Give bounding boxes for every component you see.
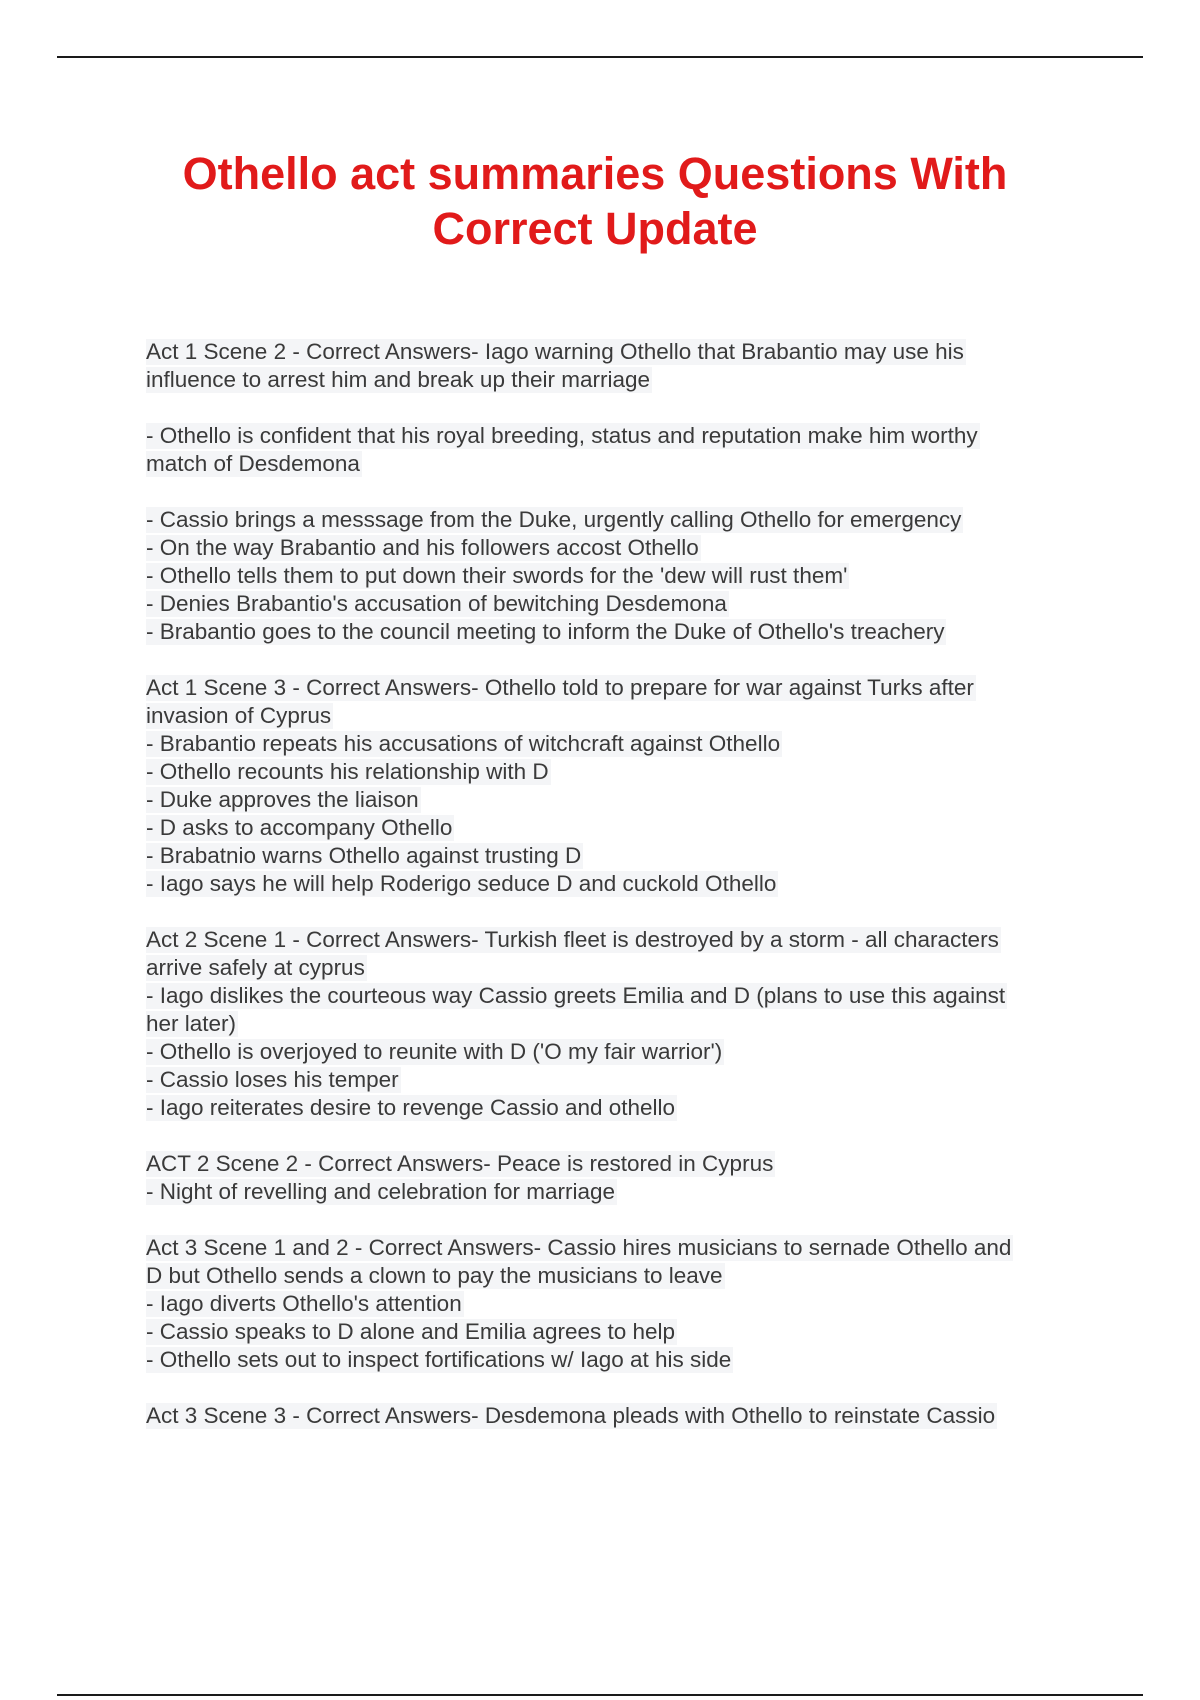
- summary-line: [146, 590, 1091, 618]
- summary-line: [146, 1010, 1091, 1038]
- title-line-1: Othello act summaries Questions With: [182, 148, 1008, 199]
- summary-line-text: match of Desdemona: [146, 451, 360, 476]
- summary-entry: [146, 926, 1091, 1122]
- summary-entry: [146, 674, 1091, 898]
- summary-line-text: her later): [146, 1011, 237, 1036]
- document-title: [130, 146, 1060, 256]
- summary-line-text: - Brabantio goes to the council meeting to inform the Duke of Othello's treachery: [146, 619, 945, 644]
- summary-line-text: - Othello is overjoyed to reunite with D ('O my fair warrior'): [146, 1039, 723, 1064]
- summary-line-text: - Iago reiterates desire to revenge Cassio and othello: [146, 1095, 676, 1120]
- summary-line-text: - Brabatnio warns Othello against trusting D: [146, 843, 582, 868]
- summary-line: [146, 534, 1091, 562]
- summary-line: [146, 730, 1091, 758]
- summary-line: [146, 1234, 1091, 1262]
- bottom-rule: [57, 1694, 1143, 1696]
- summary-line: [146, 1178, 1091, 1206]
- summary-line-text: ACT 2 Scene 2 - Correct Answers- Peace is restored in Cyprus: [146, 1151, 774, 1176]
- title-line-2: Correct Update: [432, 203, 758, 254]
- summary-line-text: - Cassio brings a messsage from the Duke, urgently calling Othello for emergency: [146, 507, 962, 532]
- summary-line: [146, 1346, 1091, 1374]
- summary-line: [146, 1402, 1091, 1430]
- summary-line-text: Act 1 Scene 3 - Correct Answers- Othello told to prepare for war against Turks after: [146, 675, 974, 700]
- summary-line: [146, 870, 1091, 898]
- summary-line-text: - D asks to accompany Othello: [146, 815, 453, 840]
- summary-line: [146, 674, 1091, 702]
- top-rule: [57, 56, 1143, 58]
- summary-line: [146, 450, 1091, 478]
- summary-line-text: arrive safely at cyprus: [146, 955, 365, 980]
- summary-line-text: - Cassio loses his temper: [146, 1067, 399, 1092]
- summary-line: [146, 338, 1091, 366]
- summary-line: [146, 842, 1091, 870]
- summary-line: [146, 926, 1091, 954]
- summary-line: [146, 562, 1091, 590]
- summary-line: [146, 506, 1091, 534]
- summary-line-text: D but Othello sends a clown to pay the musicians to leave: [146, 1263, 723, 1288]
- summary-line: [146, 618, 1091, 646]
- summary-entry: [146, 506, 1091, 646]
- summary-line-text: - Iago says he will help Roderigo seduce D and cuckold Othello: [146, 871, 777, 896]
- summary-line-text: - Iago dislikes the courteous way Cassio greets Emilia and D (plans to use this against: [146, 983, 1006, 1008]
- summary-line-text: influence to arrest him and break up their marriage: [146, 367, 651, 392]
- summary-entry: [146, 1150, 1091, 1206]
- summary-line: [146, 1290, 1091, 1318]
- summary-line-text: Act 3 Scene 1 and 2 - Correct Answers- Cassio hires musicians to sernade Othello and: [146, 1235, 1012, 1260]
- summary-line: [146, 1094, 1091, 1122]
- summary-line: [146, 1318, 1091, 1346]
- summary-line: [146, 366, 1091, 394]
- document-body: [146, 338, 1091, 1458]
- summary-line: [146, 954, 1091, 982]
- summary-line: [146, 982, 1091, 1010]
- summary-line-text: - Cassio speaks to D alone and Emilia agrees to help: [146, 1319, 676, 1344]
- summary-line-text: Act 1 Scene 2 - Correct Answers- Iago warning Othello that Brabantio may use his: [146, 339, 964, 364]
- summary-line: [146, 1150, 1091, 1178]
- summary-entry: [146, 422, 1091, 478]
- summary-line: [146, 702, 1091, 730]
- summary-entry: [146, 338, 1091, 394]
- summary-line-text: invasion of Cyprus: [146, 703, 332, 728]
- summary-line: [146, 1038, 1091, 1066]
- summary-line-text: - Denies Brabantio's accusation of bewitching Desdemona: [146, 591, 727, 616]
- summary-line-text: - Night of revelling and celebration for marriage: [146, 1179, 615, 1204]
- summary-line-text: - Iago diverts Othello's attention: [146, 1291, 462, 1316]
- summary-line-text: - Othello is confident that his royal breeding, status and reputation make him worthy: [146, 423, 978, 448]
- summary-line-text: - Duke approves the liaison: [146, 787, 419, 812]
- summary-line-text: Act 3 Scene 3 - Correct Answers- Desdemona pleads with Othello to reinstate Cassio: [146, 1403, 996, 1428]
- summary-line-text: - Othello tells them to put down their swords for the 'dew will rust them': [146, 563, 848, 588]
- summary-line-text: Act 2 Scene 1 - Correct Answers- Turkish fleet is destroyed by a storm - all characters: [146, 927, 999, 952]
- summary-line: [146, 758, 1091, 786]
- summary-line: [146, 1066, 1091, 1094]
- summary-entry: [146, 1402, 1091, 1430]
- summary-line-text: - On the way Brabantio and his followers accost Othello: [146, 535, 699, 560]
- summary-line-text: - Brabantio repeats his accusations of witchcraft against Othello: [146, 731, 781, 756]
- summary-line: [146, 814, 1091, 842]
- summary-line: [146, 422, 1091, 450]
- summary-line-text: - Othello recounts his relationship with D: [146, 759, 549, 784]
- summary-entry: [146, 1234, 1091, 1374]
- summary-line: [146, 1262, 1091, 1290]
- summary-line: [146, 786, 1091, 814]
- summary-line-text: - Othello sets out to inspect fortifications w/ Iago at his side: [146, 1347, 732, 1372]
